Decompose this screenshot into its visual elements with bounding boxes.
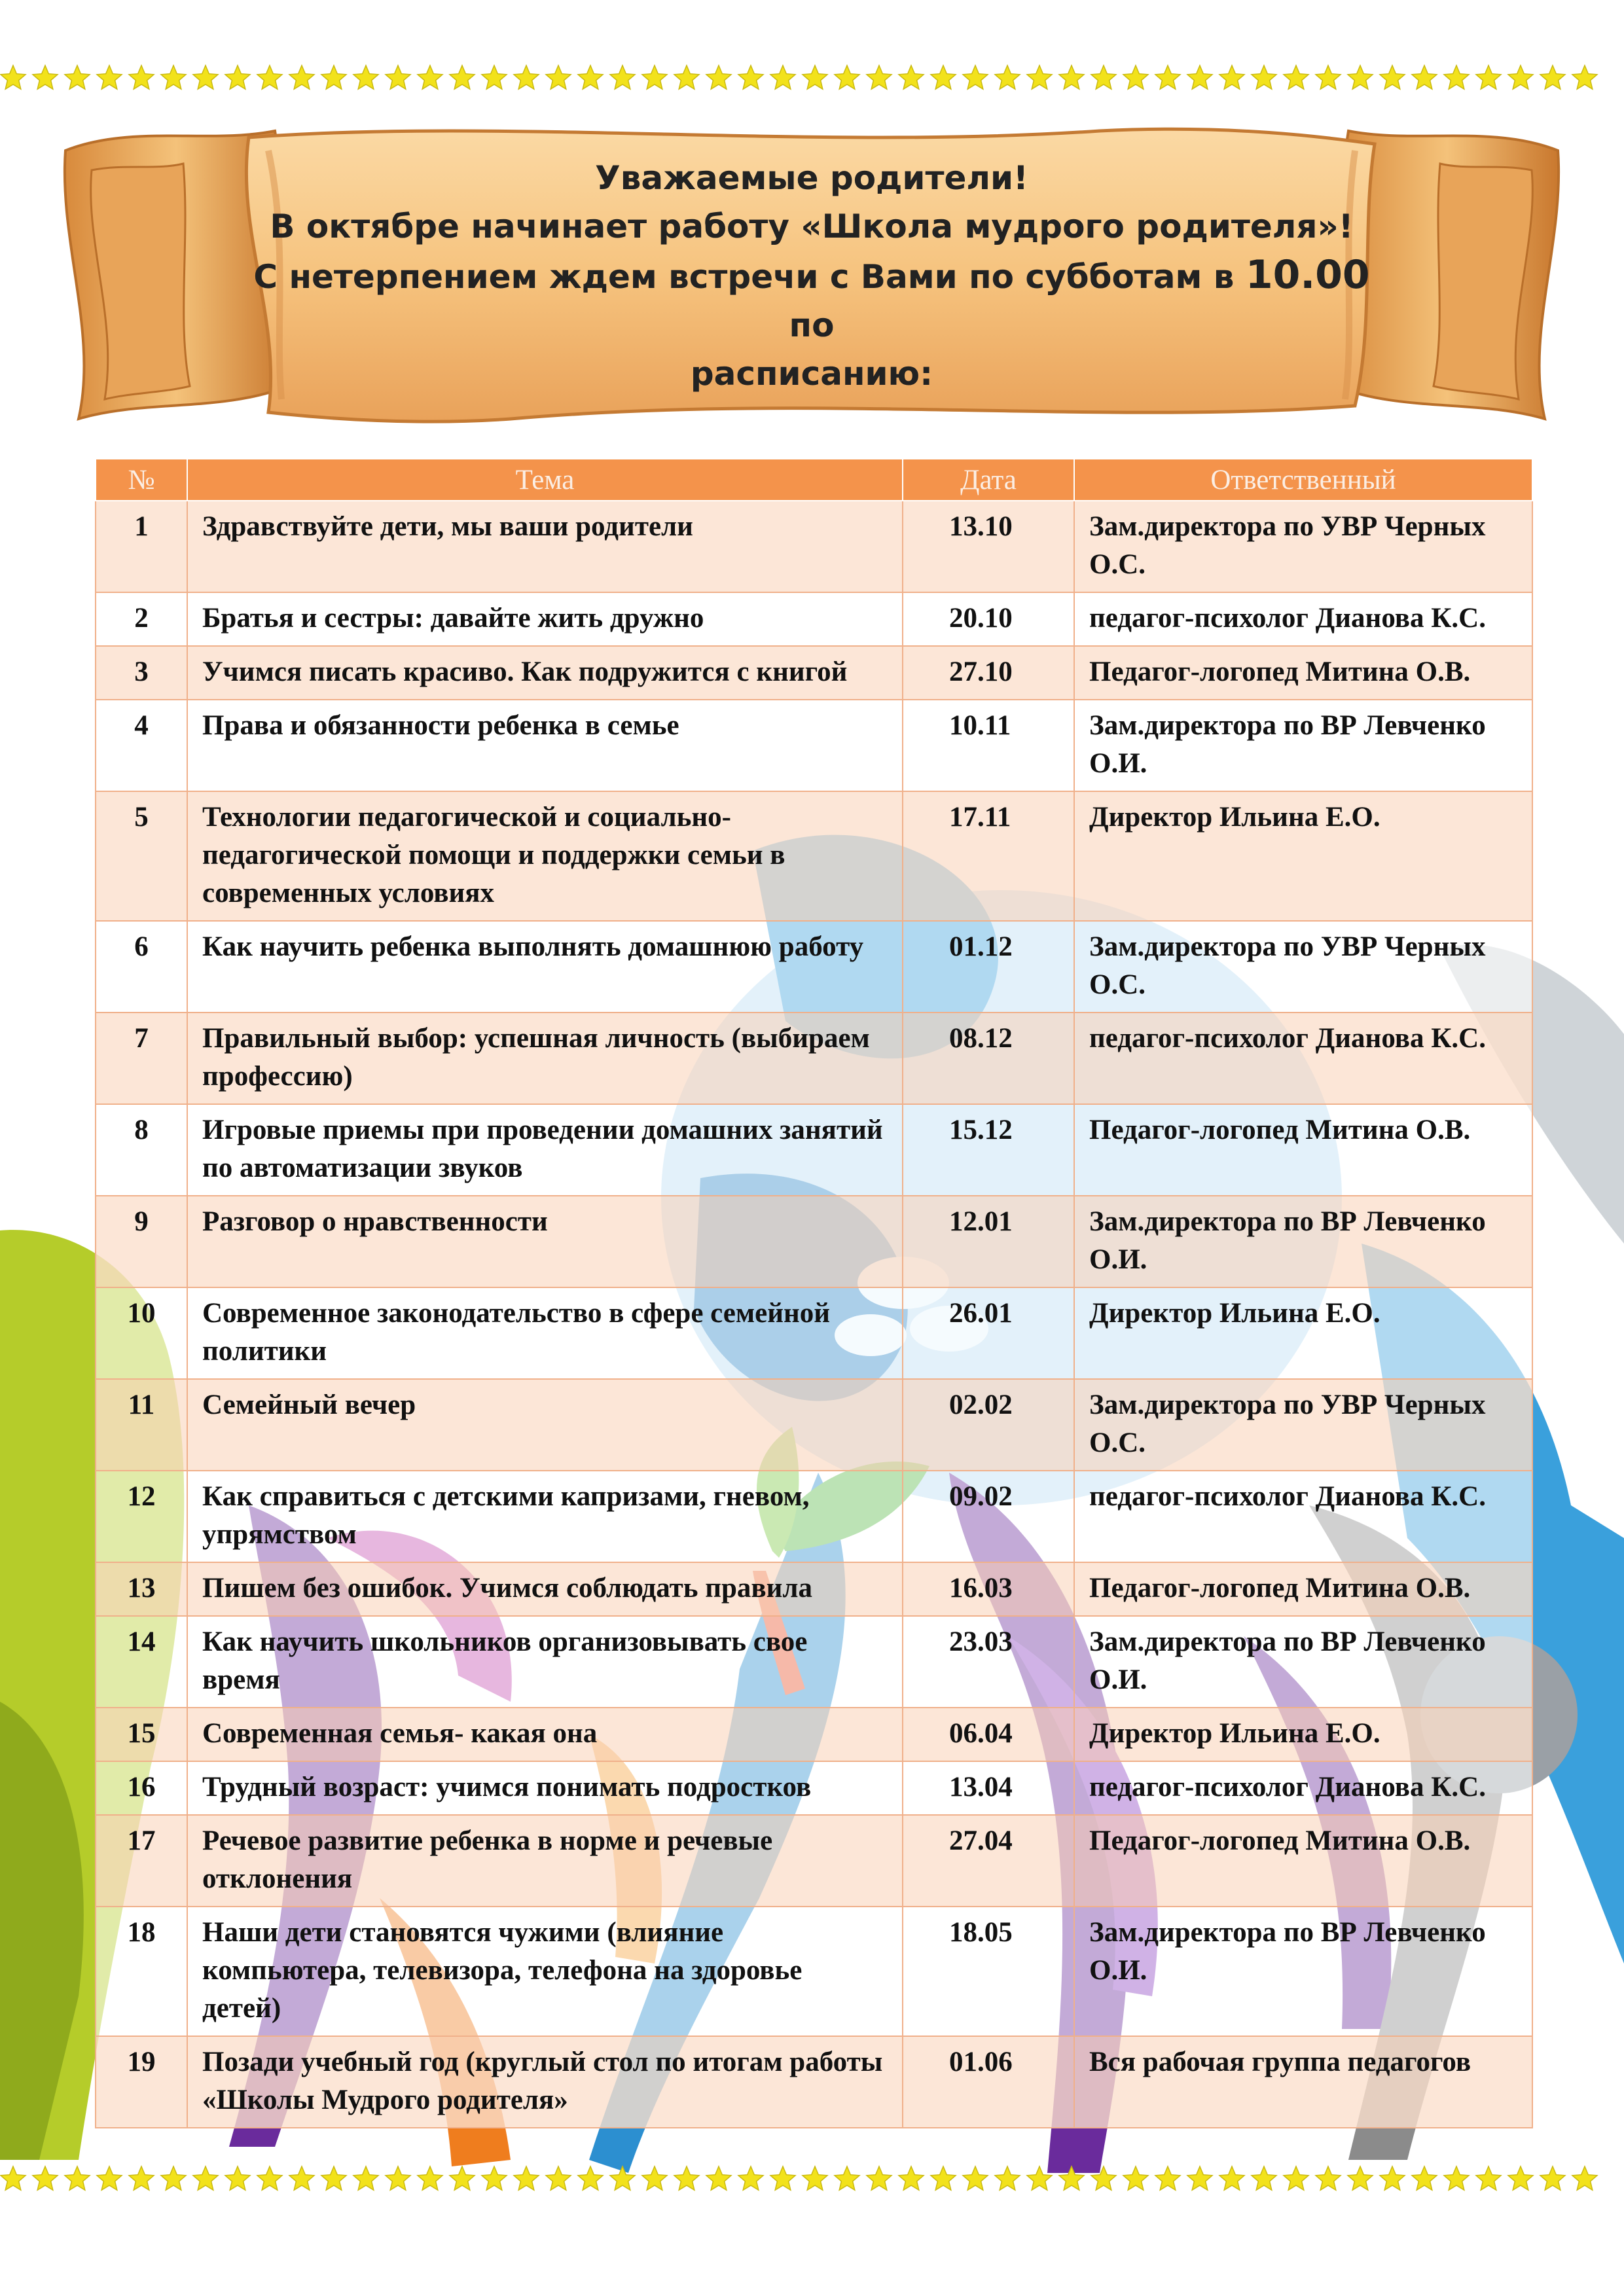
star-icon <box>482 65 507 89</box>
star-icon <box>1187 2166 1212 2190</box>
star-icon <box>1252 2166 1276 2190</box>
column-header-topic: Тема <box>187 459 903 501</box>
row-topic: Как научить школьников организовывать свое время <box>187 1616 903 1708</box>
star-icon <box>867 65 892 89</box>
star-icon <box>610 2166 635 2190</box>
star-icon <box>1123 65 1148 89</box>
star-icon <box>97 65 122 89</box>
star-icon <box>1476 65 1501 89</box>
row-responsible: педагог-психолог Дианова К.С. <box>1074 1471 1532 1562</box>
schedule-table <box>95 458 1533 2128</box>
star-icon <box>1412 2166 1437 2190</box>
row-date: 20.10 <box>903 592 1074 646</box>
star-icon <box>1027 2166 1052 2190</box>
table-row <box>96 1907 1532 2036</box>
table-row <box>96 2036 1532 2128</box>
row-date: 23.03 <box>903 1616 1074 1708</box>
star-icon <box>353 2166 378 2190</box>
row-responsible: Зам.директора по ВР Левченко О.И. <box>1074 1196 1532 1287</box>
star-icon <box>642 65 667 89</box>
table-row <box>96 1616 1532 1708</box>
heading-line-3-end: по <box>789 306 835 344</box>
star-icon <box>129 65 154 89</box>
row-responsible: Зам.директора по УВР Черных О.С. <box>1074 1379 1532 1471</box>
star-icon <box>1348 65 1373 89</box>
row-topic: Пишем без ошибок. Учимся соблюдать правила <box>187 1562 903 1616</box>
star-icon <box>1380 65 1405 89</box>
heading-line-2: В октябре начинает работу «Школа мудрого родителя»! <box>270 207 1354 245</box>
table-row <box>96 700 1532 791</box>
table-row <box>96 1287 1532 1379</box>
star-icon <box>738 65 763 89</box>
row-date: 15.12 <box>903 1104 1074 1196</box>
row-date: 01.12 <box>903 921 1074 1013</box>
star-icon <box>450 2166 475 2190</box>
star-icon <box>321 2166 346 2190</box>
row-topic: Как научить ребенка выполнять домашнюю работу <box>187 921 903 1013</box>
star-icon <box>1540 2166 1565 2190</box>
table-row <box>96 1761 1532 1815</box>
table-row <box>96 501 1532 592</box>
star-icon <box>1219 65 1244 89</box>
star-icon <box>1252 65 1276 89</box>
row-number: 11 <box>96 1379 187 1471</box>
star-icon <box>1508 2166 1533 2190</box>
heading-line-4: расписанию: <box>690 355 933 393</box>
star-icon <box>1123 2166 1148 2190</box>
table-row <box>96 592 1532 646</box>
row-topic: Братья и сестры: давайте жить дружно <box>187 592 903 646</box>
star-icon <box>450 65 475 89</box>
row-number: 2 <box>96 592 187 646</box>
star-icon <box>33 65 58 89</box>
star-icon <box>706 65 731 89</box>
star-icon <box>321 65 346 89</box>
row-date: 09.02 <box>903 1471 1074 1562</box>
star-icon <box>1508 65 1533 89</box>
star-icon <box>1219 2166 1244 2190</box>
column-header-number: № <box>96 459 187 501</box>
row-responsible: Директор Ильина Е.О. <box>1074 791 1532 921</box>
bottom-star-border <box>0 2160 1624 2199</box>
row-topic: Семейный вечер <box>187 1379 903 1471</box>
star-icon <box>1348 2166 1373 2190</box>
row-date: 10.11 <box>903 700 1074 791</box>
row-responsible: Зам.директора по УВР Черных О.С. <box>1074 921 1532 1013</box>
row-responsible: педагог-психолог Дианова К.С. <box>1074 1761 1532 1815</box>
table-row <box>96 646 1532 700</box>
star-icon <box>1027 65 1052 89</box>
column-header-responsible: Ответственный <box>1074 459 1532 501</box>
row-date: 16.03 <box>903 1562 1074 1616</box>
table-row <box>96 791 1532 921</box>
star-icon <box>65 65 90 89</box>
star-icon <box>835 2166 859 2190</box>
star-icon <box>674 65 699 89</box>
row-date: 06.04 <box>903 1708 1074 1761</box>
table-row <box>96 1379 1532 1471</box>
star-icon <box>1284 2166 1308 2190</box>
column-header-date: Дата <box>903 459 1074 501</box>
row-topic: Правильный выбор: успешная личность (выбираем профессию) <box>187 1013 903 1104</box>
row-responsible: Зам.директора по ВР Левченко О.И. <box>1074 1616 1532 1708</box>
star-icon <box>642 2166 667 2190</box>
schedule-table-container <box>95 458 1532 2128</box>
star-icon <box>33 2166 58 2190</box>
row-topic: Речевое развитие ребенка в норме и речевые отклонения <box>187 1815 903 1907</box>
row-responsible: Директор Ильина Е.О. <box>1074 1287 1532 1379</box>
row-responsible: Зам.директора по ВР Левченко О.И. <box>1074 1907 1532 2036</box>
star-icon <box>963 65 988 89</box>
star-icon <box>1540 65 1565 89</box>
row-number: 4 <box>96 700 187 791</box>
meeting-time: 10.00 <box>1245 252 1370 298</box>
star-icon <box>674 2166 699 2190</box>
row-number: 5 <box>96 791 187 921</box>
row-date: 17.11 <box>903 791 1074 921</box>
top-star-border <box>0 59 1624 98</box>
star-icon <box>129 2166 154 2190</box>
star-icon <box>995 2166 1020 2190</box>
table-row <box>96 1708 1532 1761</box>
star-icon <box>546 65 571 89</box>
star-icon <box>1091 2166 1116 2190</box>
star-icon <box>1444 2166 1469 2190</box>
row-number: 3 <box>96 646 187 700</box>
row-date: 18.05 <box>903 1907 1074 2036</box>
row-date: 01.06 <box>903 2036 1074 2128</box>
table-row <box>96 1013 1532 1104</box>
star-icon <box>97 2166 122 2190</box>
row-responsible: Зам.директора по ВР Левченко О.И. <box>1074 700 1532 791</box>
row-number: 16 <box>96 1761 187 1815</box>
star-icon <box>963 2166 988 2190</box>
row-responsible: Директор Ильина Е.О. <box>1074 1708 1532 1761</box>
star-icon <box>353 65 378 89</box>
star-icon <box>161 2166 186 2190</box>
star-icon <box>610 65 635 89</box>
row-number: 8 <box>96 1104 187 1196</box>
star-icon <box>1572 65 1597 89</box>
table-row <box>96 1562 1532 1616</box>
table-row <box>96 1196 1532 1287</box>
row-responsible: Вся рабочая группа педагогов <box>1074 2036 1532 2128</box>
star-icon <box>546 2166 571 2190</box>
row-topic: Разговор о нравственности <box>187 1196 903 1287</box>
row-topic: Здравствуйте дети, мы ваши родители <box>187 501 903 592</box>
star-icon <box>386 2166 410 2190</box>
row-topic: Игровые приемы при проведении домашних занятий по автоматизации звуков <box>187 1104 903 1196</box>
row-responsible: Педагог-логопед Митина О.В. <box>1074 646 1532 700</box>
star-icon <box>1059 65 1084 89</box>
row-number: 10 <box>96 1287 187 1379</box>
star-icon <box>770 2166 795 2190</box>
star-icon <box>193 2166 218 2190</box>
row-topic: Как справиться с детскими капризами, гневом, упрямством <box>187 1471 903 1562</box>
row-topic: Современное законодательство в сфере семейной политики <box>187 1287 903 1379</box>
star-icon <box>1316 2166 1341 2190</box>
star-icon <box>578 2166 603 2190</box>
row-topic: Технологии педагогической и социально-педагогической помощи и поддержки семьи в современных условиях <box>187 791 903 921</box>
star-icon <box>289 65 314 89</box>
star-icon <box>738 2166 763 2190</box>
star-icon <box>418 65 442 89</box>
star-icon <box>803 65 827 89</box>
star-icon <box>835 65 859 89</box>
star-icon <box>931 65 956 89</box>
row-topic: Позади учебный год (круглый стол по итогам работы «Школы Мудрого родителя» <box>187 2036 903 2128</box>
row-topic: Современная семья- какая она <box>187 1708 903 1761</box>
star-icon <box>418 2166 442 2190</box>
star-icon <box>482 2166 507 2190</box>
row-number: 18 <box>96 1907 187 2036</box>
star-icon <box>1187 65 1212 89</box>
row-number: 9 <box>96 1196 187 1287</box>
row-topic: Трудный возраст: учимся понимать подростков <box>187 1761 903 1815</box>
star-icon <box>1059 2166 1084 2190</box>
table-header-row <box>96 459 1532 501</box>
heading-line-3-text: С нетерпением ждем встречи с Вами по субботам в <box>253 258 1246 296</box>
star-icon <box>1444 65 1469 89</box>
row-topic: Учимся писать красиво. Как подружится с книгой <box>187 646 903 700</box>
star-icon <box>1572 2166 1597 2190</box>
row-date: 26.01 <box>903 1287 1074 1379</box>
star-icon <box>193 65 218 89</box>
star-icon <box>578 65 603 89</box>
row-topic: Права и обязанности ребенка в семье <box>187 700 903 791</box>
row-date: 13.04 <box>903 1761 1074 1815</box>
star-icon <box>1412 65 1437 89</box>
table-row <box>96 1471 1532 1562</box>
row-number: 6 <box>96 921 187 1013</box>
star-icon <box>289 2166 314 2190</box>
row-topic: Наши дети становятся чужими (влияние компьютера, телевизора, телефона на здоровье детей) <box>187 1907 903 2036</box>
star-icon <box>1155 65 1180 89</box>
star-icon <box>1476 2166 1501 2190</box>
star-icon <box>1284 65 1308 89</box>
star-icon <box>931 2166 956 2190</box>
row-date: 13.10 <box>903 501 1074 592</box>
row-responsible: педагог-психолог Дианова К.С. <box>1074 592 1532 646</box>
star-icon <box>706 2166 731 2190</box>
heading-line-3 <box>249 251 1375 350</box>
star-icon <box>257 65 282 89</box>
row-number: 7 <box>96 1013 187 1104</box>
row-date: 27.10 <box>903 646 1074 700</box>
row-date: 12.01 <box>903 1196 1074 1287</box>
row-responsible: Педагог-логопед Митина О.В. <box>1074 1562 1532 1616</box>
star-icon <box>225 2166 250 2190</box>
heading-line-1: Уважаемые родители! <box>595 159 1028 197</box>
star-icon <box>1 65 26 89</box>
announcement-heading <box>249 154 1375 398</box>
star-icon <box>899 2166 924 2190</box>
row-responsible: Педагог-логопед Митина О.В. <box>1074 1815 1532 1907</box>
star-icon <box>386 65 410 89</box>
star-icon <box>225 65 250 89</box>
star-icon <box>161 65 186 89</box>
row-number: 19 <box>96 2036 187 2128</box>
row-number: 13 <box>96 1562 187 1616</box>
row-number: 15 <box>96 1708 187 1761</box>
row-responsible: Педагог-логопед Митина О.В. <box>1074 1104 1532 1196</box>
row-date: 27.04 <box>903 1815 1074 1907</box>
row-date: 08.12 <box>903 1013 1074 1104</box>
row-responsible: Зам.директора по УВР Черных О.С. <box>1074 501 1532 592</box>
star-icon <box>995 65 1020 89</box>
star-icon <box>514 2166 539 2190</box>
table-row <box>96 1815 1532 1907</box>
star-icon <box>1316 65 1341 89</box>
star-icon <box>1 2166 26 2190</box>
star-icon <box>257 2166 282 2190</box>
star-icon <box>514 65 539 89</box>
star-icon <box>65 2166 90 2190</box>
row-number: 17 <box>96 1815 187 1907</box>
star-icon <box>1091 65 1116 89</box>
star-icon <box>867 2166 892 2190</box>
star-icon <box>899 65 924 89</box>
row-number: 12 <box>96 1471 187 1562</box>
row-number: 14 <box>96 1616 187 1708</box>
star-icon <box>1380 2166 1405 2190</box>
row-responsible: педагог-психолог Дианова К.С. <box>1074 1013 1532 1104</box>
star-icon <box>770 65 795 89</box>
table-row <box>96 921 1532 1013</box>
row-number: 1 <box>96 501 187 592</box>
star-icon <box>803 2166 827 2190</box>
star-icon <box>1155 2166 1180 2190</box>
row-date: 02.02 <box>903 1379 1074 1471</box>
table-row <box>96 1104 1532 1196</box>
